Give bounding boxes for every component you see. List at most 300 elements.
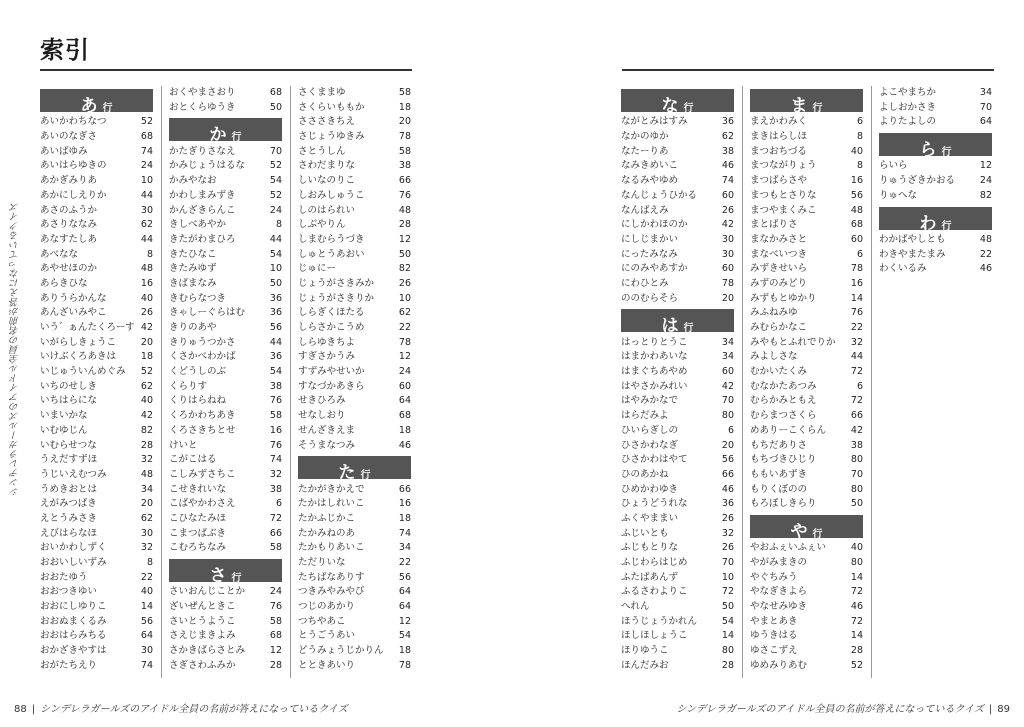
index-entry <box>169 145 282 160</box>
index-column-6 <box>879 86 992 277</box>
entry-name: いけぶくろあきは <box>40 351 117 363</box>
section-kana: あ <box>80 96 98 116</box>
index-entry <box>169 277 282 292</box>
entry-page: 12 <box>398 615 411 627</box>
entry-name: まなべいつき <box>750 248 808 260</box>
index-entry <box>621 145 734 160</box>
entry-name: ゆさこずえ <box>750 645 798 657</box>
entry-page: 22 <box>850 322 863 334</box>
entry-name: ひさかわなぎ <box>621 439 679 451</box>
index-entry <box>40 350 153 365</box>
index-entry <box>298 629 411 644</box>
entry-name: おくやまさおり <box>169 87 236 98</box>
index-entry <box>169 600 282 615</box>
index-entry <box>298 350 411 365</box>
index-entry <box>40 380 153 395</box>
entry-page: 44 <box>269 233 282 245</box>
index-entry <box>169 380 282 395</box>
index-entry <box>750 659 863 674</box>
index-entry <box>40 159 153 174</box>
entry-name: あさりななみ <box>40 219 98 231</box>
entry-page: 12 <box>269 645 282 657</box>
index-entry <box>750 483 863 498</box>
entry-name: しいなのりこ <box>298 175 356 187</box>
index-entry <box>621 659 734 674</box>
entry-name: めありーこくらん <box>750 424 827 436</box>
footer-left <box>14 700 348 715</box>
section-kana: さ <box>209 566 227 587</box>
index-entry <box>298 145 411 160</box>
entry-name: きたひなこ <box>169 248 217 260</box>
entry-name: おかざきやすは <box>40 645 107 657</box>
entry-name: えがみつばき <box>40 498 97 510</box>
entry-name: あさのふうか <box>40 204 98 216</box>
entry-page: 28 <box>721 659 734 671</box>
index-entry <box>750 248 863 263</box>
index-column-1 <box>40 86 153 674</box>
entry-page: 72 <box>269 512 282 524</box>
index-entry <box>621 218 734 233</box>
entry-name: おがたちえり <box>40 659 98 671</box>
index-entry <box>750 159 863 174</box>
index-entry <box>298 585 411 600</box>
entry-name: さささきちえ <box>298 116 356 128</box>
index-entry <box>298 424 411 439</box>
entry-page: 34 <box>721 336 734 348</box>
section-header-box <box>169 118 282 146</box>
entry-page: 68 <box>269 87 282 98</box>
section-kana: か <box>209 125 227 146</box>
entry-page: 24 <box>398 366 411 378</box>
index-entry <box>169 483 282 498</box>
entry-name: せんざきえま <box>298 424 356 436</box>
entry-page: 6 <box>856 380 863 392</box>
entry-page: 40 <box>140 586 153 598</box>
entry-name: ひょうどうれな <box>621 498 688 510</box>
entry-page: 10 <box>398 292 411 304</box>
entry-name: ひのあかね <box>621 468 669 480</box>
entry-page: 72 <box>721 586 734 598</box>
entry-name: わかばやしとも <box>879 233 946 245</box>
entry-name: いう゛ぁんたくろーす <box>40 322 135 334</box>
index-entry <box>169 189 282 204</box>
entry-page: 16 <box>398 498 411 510</box>
entry-page: 28 <box>269 659 282 671</box>
entry-page: 76 <box>269 439 282 451</box>
index-entry <box>298 86 411 101</box>
index-entry <box>40 483 153 498</box>
section-suffix: 行 <box>941 220 952 232</box>
page-number-left: 88 <box>14 704 27 715</box>
entry-page: 16 <box>850 277 863 289</box>
entry-name: こまつばぶき <box>169 527 227 539</box>
entry-name: おいかわしずく <box>40 542 107 554</box>
entry-name: にったみなみ <box>621 248 678 260</box>
entry-page: 50 <box>269 277 282 289</box>
section-suffix: 行 <box>683 103 694 114</box>
entry-page: 26 <box>721 512 734 524</box>
entry-page: 10 <box>140 175 153 187</box>
section-kana: わ <box>919 213 937 234</box>
entry-page: 68 <box>398 410 411 422</box>
entry-name: いむらせつな <box>40 439 97 451</box>
entry-name: らいら <box>879 160 908 172</box>
entry-page: 72 <box>850 615 863 627</box>
entry-page: 12 <box>398 351 411 363</box>
entry-name: あいばゆみ <box>40 145 88 157</box>
entry-name: かわしまみずき <box>169 189 236 201</box>
entry-name: ただりいな <box>298 557 346 569</box>
entry-page: 34 <box>140 483 153 495</box>
index-entry <box>750 571 863 586</box>
title-rule-right <box>622 69 994 71</box>
index-entry <box>169 306 282 321</box>
index-entry <box>40 512 153 527</box>
index-entry <box>169 365 282 380</box>
entry-page: 20 <box>398 116 411 128</box>
index-entry <box>750 615 863 630</box>
entry-name: さわだまりな <box>298 160 356 172</box>
entry-page: 76 <box>398 189 411 201</box>
index-entry <box>40 365 153 380</box>
entry-name: きりゅうつかさ <box>169 336 236 348</box>
column-divider <box>742 86 743 678</box>
entry-page: 6 <box>275 498 282 510</box>
entry-name: たかふじかこ <box>298 512 356 524</box>
entry-name: こばやかわさえ <box>169 498 236 510</box>
index-entry <box>621 233 734 248</box>
index-entry <box>298 527 411 542</box>
index-entry <box>621 292 734 307</box>
entry-page: 36 <box>721 498 734 510</box>
entry-name: かたぎりさなえ <box>169 145 236 157</box>
entry-page: 62 <box>721 131 734 143</box>
index-entry <box>169 453 282 468</box>
entry-page: 64 <box>979 116 992 128</box>
entry-page: 52 <box>269 189 282 201</box>
entry-name: もりくぼのの <box>750 483 808 495</box>
index-entry <box>750 541 863 556</box>
index-entry <box>298 306 411 321</box>
index-entry <box>169 644 282 659</box>
index-entry <box>40 497 153 512</box>
entry-name: むかいたくみ <box>750 366 808 378</box>
entry-name: みむらかなこ <box>750 322 808 334</box>
entry-name: あらきひな <box>40 277 88 289</box>
index-entry <box>750 394 863 409</box>
entry-page: 32 <box>140 542 153 554</box>
index-entry <box>621 527 734 542</box>
index-entry <box>621 394 734 409</box>
entry-page: 72 <box>850 366 863 378</box>
index-entry <box>750 409 863 424</box>
footer-title-right: シンデレラガールズのアイドル全員の名前が答えになっているクイズ <box>676 704 984 715</box>
entry-name: せきひろみ <box>298 395 346 407</box>
index-entry <box>169 292 282 307</box>
entry-name: こむろちなみ <box>169 542 227 554</box>
entry-page: 64 <box>140 630 153 642</box>
entry-name: しゅとうあおい <box>298 248 365 260</box>
index-entry <box>40 336 153 351</box>
index-entry <box>40 600 153 615</box>
index-entry <box>40 585 153 600</box>
entry-name: さかきばらさとみ <box>169 645 246 657</box>
entry-name: やなせみゆき <box>750 601 808 613</box>
entry-page: 44 <box>140 233 153 245</box>
entry-page: 34 <box>398 542 411 554</box>
entry-page: 80 <box>850 557 863 569</box>
entry-page: 18 <box>398 424 411 436</box>
entry-name: すぎさかうみ <box>298 351 356 363</box>
entry-page: 66 <box>398 175 411 187</box>
entry-page: 14 <box>850 571 863 583</box>
index-entry <box>879 159 992 174</box>
entry-name: もちづきひじり <box>750 454 817 466</box>
entry-name: かみじょうはるな <box>169 160 246 172</box>
index-entry <box>621 248 734 263</box>
index-entry <box>750 600 863 615</box>
entry-page: 56 <box>269 322 282 334</box>
entry-name: まつばらさや <box>750 175 808 187</box>
index-entry <box>169 394 282 409</box>
index-entry <box>169 497 282 512</box>
entry-page: 78 <box>721 277 734 289</box>
entry-page: 36 <box>721 116 734 128</box>
entry-page: 64 <box>398 395 411 407</box>
entry-page: 32 <box>140 454 153 466</box>
entry-page: 42 <box>721 219 734 231</box>
footer-separator: | <box>31 704 36 715</box>
entry-page: 78 <box>398 336 411 348</box>
entry-name: ざいぜんときこ <box>169 601 236 613</box>
entry-name: ありうらかんな <box>40 292 107 304</box>
index-entry <box>750 453 863 468</box>
entry-page: 14 <box>850 292 863 304</box>
index-entry <box>879 233 992 248</box>
section-header-box <box>879 133 992 161</box>
section-kana: は <box>661 316 679 337</box>
entry-page: 36 <box>269 307 282 319</box>
section-header <box>298 453 411 482</box>
index-entry <box>169 204 282 219</box>
entry-page: 18 <box>398 101 411 113</box>
entry-name: みやもとふれでりか <box>750 336 836 348</box>
entry-page: 40 <box>140 292 153 304</box>
index-entry <box>40 306 153 321</box>
index-entry <box>879 115 992 130</box>
entry-page: 44 <box>850 351 863 363</box>
index-entry <box>40 453 153 468</box>
entry-name: きむらなつき <box>169 292 227 304</box>
index-entry <box>750 644 863 659</box>
section-suffix: 行 <box>683 323 694 335</box>
entry-page: 66 <box>269 527 282 539</box>
entry-page: 36 <box>269 292 282 304</box>
entry-page: 48 <box>979 233 992 245</box>
entry-page: 74 <box>140 145 153 157</box>
index-entry <box>40 130 153 145</box>
entry-name: あいのなぎさ <box>40 131 98 143</box>
entry-name: もちだありさ <box>750 439 808 451</box>
entry-name: あやせほのか <box>40 263 98 275</box>
index-entry <box>169 585 282 600</box>
index-entry <box>40 644 153 659</box>
entry-name: ふじいとも <box>621 527 669 539</box>
entry-name: いがらしきょうこ <box>40 336 117 348</box>
entry-page: 8 <box>856 131 863 143</box>
entry-name: りゅへな <box>879 189 918 201</box>
index-entry <box>40 233 153 248</box>
entry-name: むらかみともえ <box>750 395 817 407</box>
entry-name: きしべあやか <box>169 219 227 231</box>
index-entry <box>621 556 734 571</box>
index-entry <box>621 409 734 424</box>
entry-page: 48 <box>398 204 411 216</box>
index-entry <box>169 233 282 248</box>
index-entry <box>750 306 863 321</box>
entry-name: はまかわあいな <box>621 351 688 363</box>
index-column-4 <box>621 86 734 674</box>
entry-name: しのはられい <box>298 204 356 216</box>
entry-name: さぎさわふみか <box>169 659 236 671</box>
index-entry <box>750 174 863 189</box>
entry-page: 74 <box>721 175 734 187</box>
entry-name: みずのみどり <box>750 277 808 289</box>
section-suffix: 行 <box>812 528 823 540</box>
entry-name: にしかわほのか <box>621 219 688 231</box>
section-header-box <box>621 89 734 116</box>
section-kana: た <box>338 463 356 484</box>
index-entry <box>621 629 734 644</box>
entry-name: けいと <box>169 439 198 451</box>
entry-page: 50 <box>850 498 863 510</box>
index-entry <box>750 336 863 351</box>
index-entry <box>40 541 153 556</box>
entry-page: 20 <box>721 439 734 451</box>
entry-page: 70 <box>979 101 992 113</box>
entry-page: 60 <box>721 366 734 378</box>
index-entry <box>298 600 411 615</box>
index-entry <box>750 204 863 219</box>
entry-page: 24 <box>269 204 282 216</box>
index-entry <box>169 218 282 233</box>
entry-name: まつながりょう <box>750 160 817 172</box>
index-entry <box>879 189 992 204</box>
entry-name: あいかわちなつ <box>40 116 107 128</box>
entry-name: つじのあかり <box>298 601 356 613</box>
entry-page: 82 <box>140 424 153 436</box>
entry-name: むなかたあつみ <box>750 380 817 392</box>
entry-name: こせきれいな <box>169 483 227 495</box>
index-entry <box>621 130 734 145</box>
entry-page: 44 <box>140 189 153 201</box>
entry-page: 28 <box>850 645 863 657</box>
index-entry <box>298 233 411 248</box>
entry-page: 54 <box>269 175 282 187</box>
index-entry <box>879 101 992 116</box>
entry-name: ほしほしょうこ <box>621 630 688 642</box>
entry-name: ひめかわゆき <box>621 483 679 495</box>
index-entry <box>40 292 153 307</box>
entry-page: 58 <box>398 87 411 98</box>
entry-page: 42 <box>721 380 734 392</box>
index-column-3 <box>298 86 411 674</box>
entry-page: 32 <box>850 336 863 348</box>
index-entry <box>750 468 863 483</box>
entry-page: 60 <box>721 263 734 275</box>
index-entry <box>169 321 282 336</box>
index-entry <box>298 659 411 674</box>
index-entry <box>879 262 992 277</box>
entry-page: 80 <box>850 483 863 495</box>
entry-name: むらまつさくら <box>750 410 817 422</box>
entry-name: ふたばあんず <box>621 571 679 583</box>
section-header <box>879 204 992 233</box>
entry-name: まえかわみく <box>750 116 808 128</box>
index-entry <box>298 321 411 336</box>
index-entry <box>40 262 153 277</box>
entry-page: 24 <box>140 160 153 172</box>
index-entry <box>750 189 863 204</box>
index-entry <box>621 115 734 130</box>
entry-name: とうごうあい <box>298 630 356 642</box>
entry-name: ほうじょうかれん <box>621 615 698 627</box>
index-entry <box>298 159 411 174</box>
section-header <box>750 512 863 541</box>
index-entry <box>879 86 992 101</box>
index-entry <box>298 204 411 219</box>
entry-name: おおつきゆい <box>40 586 97 598</box>
entry-page: 6 <box>856 116 863 128</box>
index-entry <box>750 233 863 248</box>
entry-page: 60 <box>850 233 863 245</box>
entry-name: せなしおり <box>298 410 346 422</box>
entry-page: 14 <box>850 630 863 642</box>
entry-name: やがみまきの <box>750 557 808 569</box>
entry-name: さいとうようこ <box>169 615 236 627</box>
index-entry <box>298 115 411 130</box>
entry-page: 18 <box>398 512 411 524</box>
entry-page: 66 <box>850 410 863 422</box>
index-entry <box>40 321 153 336</box>
index-entry <box>750 350 863 365</box>
entry-name: とときあいり <box>298 659 356 671</box>
entry-name: さじょうゆきみ <box>298 131 365 143</box>
entry-name: さいおんじことか <box>169 586 246 598</box>
entry-page: 50 <box>269 101 282 113</box>
entry-name: うじいえむつみ <box>40 468 107 480</box>
entry-page: 64 <box>398 586 411 598</box>
entry-page: 28 <box>140 439 153 451</box>
entry-page: 54 <box>269 366 282 378</box>
entry-page: 56 <box>398 571 411 583</box>
entry-page: 34 <box>721 351 734 363</box>
index-entry <box>169 248 282 263</box>
entry-page: 14 <box>140 601 153 613</box>
section-suffix: 行 <box>360 470 371 482</box>
entry-page: 52 <box>140 366 153 378</box>
index-entry <box>169 512 282 527</box>
index-entry <box>40 659 153 674</box>
entry-page: 78 <box>398 659 411 671</box>
entry-page: 46 <box>721 160 734 172</box>
entry-name: かんざきらんこ <box>169 204 236 216</box>
index-entry <box>169 424 282 439</box>
footer-right <box>676 700 1010 715</box>
entry-page: 42 <box>140 410 153 422</box>
index-entry <box>40 556 153 571</box>
index-entry <box>750 115 863 130</box>
